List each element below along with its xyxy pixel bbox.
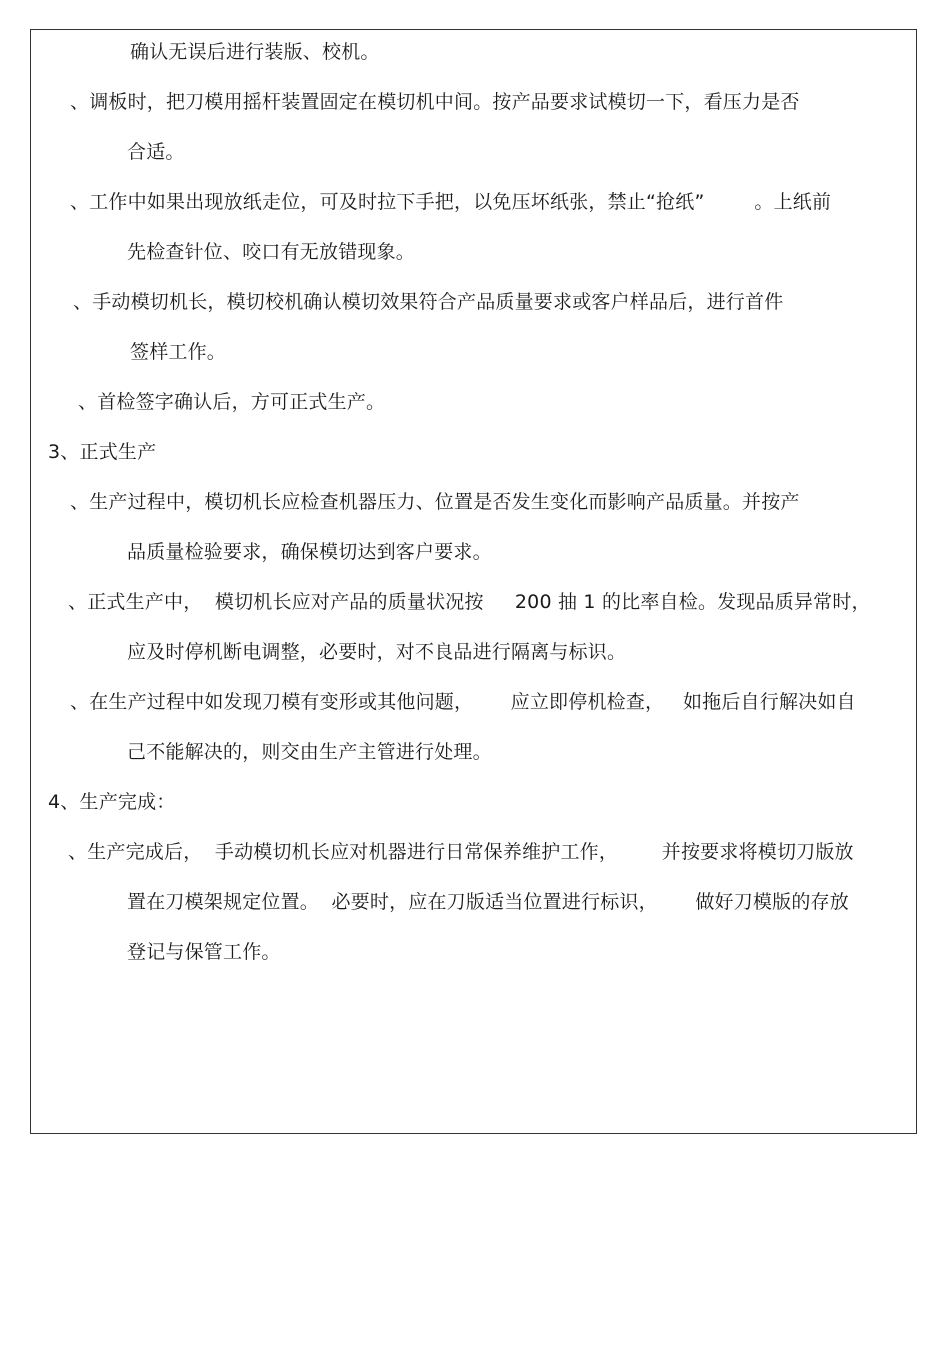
text-line: 签样工作。 (130, 341, 227, 363)
text-line: 合适。 (127, 141, 185, 163)
text-line: 、生产过程中，模切机长应检查机器压力、位置是否发生变化而影响产品质量。并按产 (70, 491, 800, 513)
text-line: 、手动模切机长，模切校机确认模切效果符合产品质量要求或客户样品后，进行首件 (73, 291, 784, 313)
text-line: 、正式生产中， 模切机长应对产品的质量状况按 200 抽 1 的比率自检。发现品质异常时， (68, 591, 871, 613)
text-line: 品质量检验要求，确保模切达到客户要求。 (127, 541, 492, 563)
text-line: 确认无误后进行装版、校机。 (130, 41, 380, 63)
text-line: 、生产完成后， 手动模切机长应对机器进行日常保养维护工作， 并按要求将模切刀版放 (68, 841, 854, 863)
section-heading: 4、生产完成： (48, 791, 176, 813)
text-line: 、调板时，把刀模用摇杆装置固定在模切机中间。按产品要求试模切一下，看压力是否 (70, 91, 800, 113)
text-line: 、工作中如果出现放纸走位，可及时拉下手把，以免压坏纸张，禁止“抢纸” 。上纸前 (70, 191, 832, 213)
text-line: 置在刀模架规定位置。 必要时，应在刀版适当位置进行标识， 做好刀模版的存放 (127, 891, 849, 913)
text-line: 、首检签字确认后，方可正式生产。 (78, 391, 386, 413)
text-line: 应及时停机断电调整，必要时，对不良品进行隔离与标识。 (127, 641, 627, 663)
text-line: 、在生产过程中如发现刀模有变形或其他问题， 应立即停机检查， 如拖后自行解决如自 (70, 691, 856, 713)
text-line: 登记与保管工作。 (127, 941, 281, 963)
text-line: 己不能解决的，则交由生产主管进行处理。 (127, 741, 492, 763)
text-line: 先检查针位、咬口有无放错现象。 (127, 241, 416, 263)
section-heading: 3、正式生产 (48, 441, 157, 463)
